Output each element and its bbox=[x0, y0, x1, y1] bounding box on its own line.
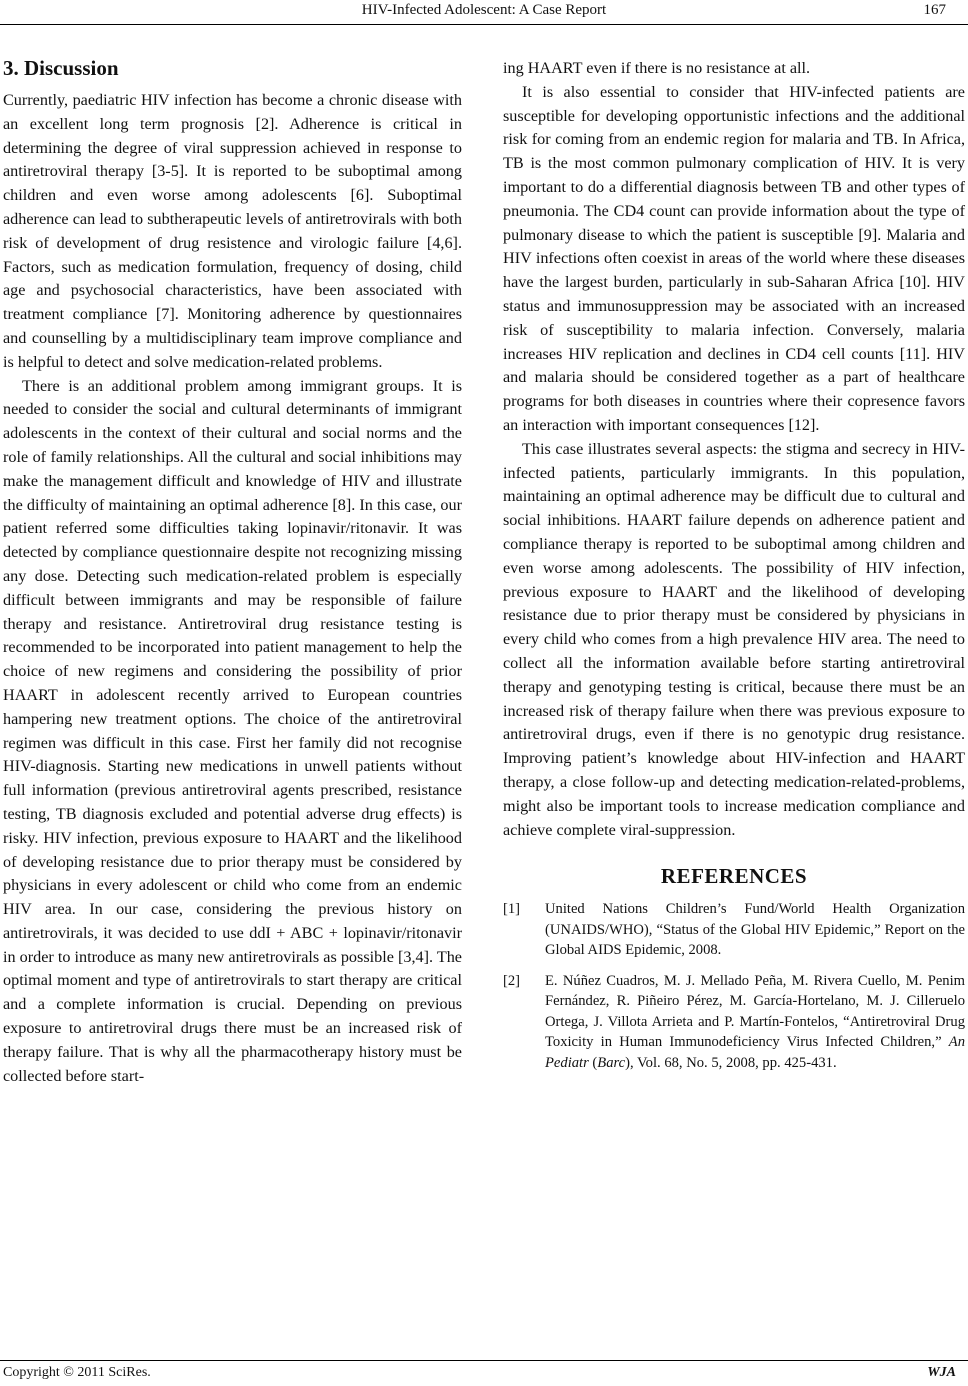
reference-journal: An Pediatr bbox=[545, 1034, 965, 1071]
footer-journal-abbrev: WJA bbox=[927, 1365, 956, 1380]
paragraph-adherence: Currently, paediatric HIV infection has become a chronic disease with an excellent long term prognosis [2]. Adherence is critical in determining the degree of viral suppression achieved in response to antiretroviral therapy [3-5]. It is reported to be suboptimal among children and even worse among adolescents [6]. Suboptimal adherence can lead to subtherapeutic levels of antiretrovirals with both risk of development of drug resistence and virologic failure [4,6]. Factors, such as medication formulation, frequency of dosing, child age and psychosocial characteristics, have been associated with treatment compliance [7]. Monitoring adherence by questionnaires and counselling by a multidisciplinary team improve compliance and is helpful to detect and solve medication-related problems. bbox=[3, 91, 462, 371]
left-column bbox=[3, 53, 462, 1088]
running-header-title: HIV-Infected Adolescent: A Case Report bbox=[361, 2, 607, 18]
reference-paren-open: ( bbox=[588, 1054, 598, 1071]
reference-text bbox=[545, 971, 965, 1074]
reference-item bbox=[503, 971, 965, 1074]
footer-copyright: Copyright © 2011 SciRes. bbox=[3, 1365, 151, 1380]
right-column bbox=[503, 57, 965, 1083]
reference-journal-city: Barc bbox=[597, 1054, 626, 1071]
paragraph-immigrant-groups: There is an additional problem among immigrant groups. It is needed to consider the social and cultural determinants of immigrant adolescents in the context of their cultural and social norms and the role of family relationships. All the cultural and social inhibitions may make the management difficult and knowledge of HIV and illustrate the difficulty of maintaining an optimal adherence [8]. In this case, our patient referred some difficulties taking lopinavir/ritonavir. It was detected by compliance questionnaire despite not recognizing missing any dose. Detecting such medication-related problem is especially difficult between immigrants and may be responsible of failure therapy and resistance. Antiretroviral drug resistance testing is recommended to be incorporated into patient management to help the choice of new regimens and considering the possibility of prior HAART in adolescent recently arrived to European countries hampering new treatment options. The choice of the antiretroviral regimen was difficult in this case. First her family did not recognise HIV-diagnosis. Starting new medications in unwell patients without full information (previous antiretroviral agents prescribed, resistance testing, TB diagnosis excluded and potential adverse drug effects) is risky. HIV infection, previous exposure to HAART and the likelihood of developing resistance due to prior therapy must be considered by physicians in every adolescent or child who come from an endemic HIV area. In our case, considering the previous history on antiretrovirals, it was decided to use ddI + ABC + lopinavir/ritonavir in order to introduce as many new antiretrovirals as possible [3,4]. The optimal moment and type of antiretrovirals to start therapy are critical and a complete information is crucial. Depending on previous exposure to antiretroviral drugs there must be an increased risk of therapy failure. That is why all the pharmacotherapy history must be collected before start- bbox=[3, 376, 462, 1085]
reference-item bbox=[503, 899, 965, 961]
reference-number: [2] bbox=[503, 972, 521, 989]
paragraph-continuation: ing HAART even if there is no resistance at all. bbox=[503, 59, 811, 77]
references-heading: REFERENCES bbox=[660, 864, 808, 889]
section-heading-discussion: 3. Discussion bbox=[3, 56, 119, 80]
footer-divider bbox=[0, 1360, 968, 1361]
reference-number: [1] bbox=[503, 901, 521, 918]
reference-text: United Nations Children’s Fund/World Health Organization (UNAIDS/WHO), “Status of the Global HIV Epidemic,” Report on the Global AIDS Epidemic, 2008. bbox=[545, 901, 965, 959]
page-number: 167 bbox=[923, 2, 946, 18]
reference-main-text: E. Núñez Cuadros, M. J. Mellado Peña, M. Rivera Cuello, M. Penim Fernández, R. Piñeiro Pérez, M. García-Hortelano, M. J. Cilleruelo Ortega, J. Villota Arrieta and P. Martín-Fontelos, “Antiretroviral Drug Toxicity in Human Immunodeficiency Virus Infected Children,” bbox=[545, 972, 965, 1051]
reference-tail: ), Vol. 68, No. 5, 2008, pp. 425-431. bbox=[625, 1054, 837, 1071]
paragraph-opportunistic-infections: It is also essential to consider that HIV-infected patients are susceptible for developing opportunistic infections and the additional risk for coming from an endemic region for malaria and TB. In Africa, TB is the most common pulmonary complication of HIV. It is very important to do a differential diagnosis between TB and other types of pneumonia. The CD4 count can provide information about the type of pulmonary disease to which the patient is susceptible [9]. Malaria and HIV infections often coexist in areas of the world where these diseases have the largest burden, particularly in sub-Saharan Africa [10]. HIV status and immunosuppression may be associated with an increased risk of susceptibility to malaria infection. Conversely, malaria increases HIV replication and declines in CD4 cell counts [11]. HIV and malaria should be considered together as a part of healthcare programs for both diseases in countries where their copresence favors an interaction with important consequences [12]. bbox=[503, 82, 965, 434]
header-divider bbox=[0, 24, 968, 25]
paragraph-case-summary: This case illustrates several aspects: the stigma and secrecy in HIV-infected patients, particularly immigrants. In this population, maintaining an optimal adherence may be difficult due to cultural and social inhibitions. HAART failure depends on adherence patient and compliance therapy is reported to be suboptimal among children and even worse among adolescents. The possibility of HIV infection, previous exposure to HAART and the likelihood of developing resistance due to prior therapy must be considered by physicians in every child who comes from a high prevalence HIV area. The need to collect all the information available before starting antiretroviral therapy and genotyping testing is critical, because there must be an increased risk of therapy failure when there was previous exposure to antiretroviral drugs, even if there is no genotypic drug resistance. Improving patient’s knowledge about HIV-infection and HAART therapy, a close follow-up and detecting medication-related-problems, might also be important tools to increase medication compliance and achieve complete viral-suppression. bbox=[503, 439, 965, 839]
